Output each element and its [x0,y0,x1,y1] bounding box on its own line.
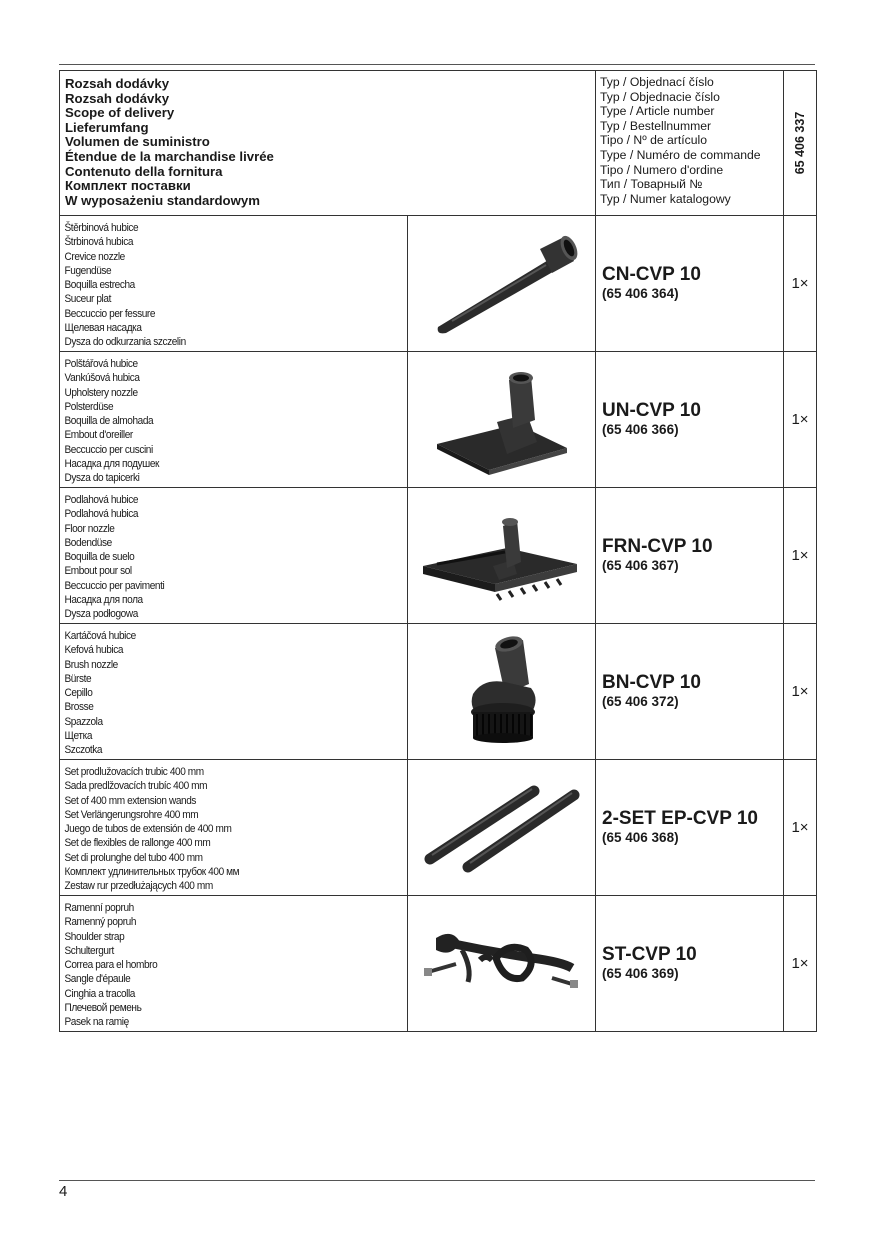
item-names-cell [60,760,408,896]
item-model: BN-CVP 10 [602,672,701,693]
crevice-nozzle-icon [422,229,582,339]
table-row [60,760,817,896]
table-row [60,624,817,760]
item-name: Sada predlžovacích trubíc 400 mm [64,780,208,793]
header-name: Étendue de la marchandise livrée [65,148,274,164]
item-name: Set di prolunghe del tubo 400 mm [64,851,203,864]
item-article-number: (65 406 368) [602,830,679,845]
item-name: Pasek na ramię [64,1016,129,1028]
item-name: Dysza podłogowa [64,608,138,620]
item-name: Beccuccio per pavimenti [64,579,165,592]
item-image-cell [408,760,596,896]
item-names-cell [60,352,408,488]
item-name: Polštářová hubice [64,358,138,370]
item-model: UN-CVP 10 [602,400,701,421]
item-model: FRN-CVP 10 [602,536,713,557]
item-name: Fugendüse [64,264,112,277]
item-name: Brush nozzle [64,658,118,671]
header-type: Tipo / Numero d'ordine [600,162,724,177]
item-name: Set de flexibles de rallonge 400 mm [64,837,211,850]
item-article-number: (65 406 364) [602,286,679,301]
item-image-cell [408,488,596,624]
header-type: Typ / Numer katalogowy [600,191,731,206]
item-name: Juego de tubos de extensión de 400 mm [64,823,232,835]
item-image-cell [408,352,596,488]
header-name: Contenuto della fornitura [65,163,223,179]
header-types-cell [596,71,784,216]
item-name: Embout d'oreiller [64,429,133,442]
item-name: Zestaw rur przedłużających 400 mm [64,880,213,892]
item-name: Bürste [64,672,92,685]
table-row [60,216,817,352]
item-quantity: 1× [784,896,817,1032]
item-name: Boquilla de suelo [64,551,135,563]
item-name: Set prodlužovacích trubic 400 mm [64,766,204,778]
item-name: Podlahová hubice [64,494,139,506]
item-name: Dysza do tapicerki [64,472,140,484]
header-type: Type / Article number [600,104,715,119]
item-quantity: 1× [784,624,817,760]
header-name: Комплект поставки [65,178,191,194]
extension-wands-icon [422,783,582,873]
item-name: Kefová hubica [64,644,124,657]
item-name: Vankúšová hubica [64,372,140,385]
item-name: Ramenný popruh [64,916,137,929]
header-article-number-cell [784,71,817,216]
item-code-cell [596,352,784,488]
item-name: Szczotka [64,744,103,756]
scope-of-delivery-table [59,70,817,1032]
table-row [60,488,817,624]
item-names-cell [60,896,408,1032]
item-image-cell [408,216,596,352]
item-name: Beccuccio per fessure [64,307,156,320]
header-name: Scope of delivery [65,105,175,121]
item-code-cell [596,896,784,1032]
header-type: Typ / Objednacie číslo [600,89,720,104]
item-names-cell [60,624,408,760]
item-quantity: 1× [784,216,817,352]
item-model: CN-CVP 10 [602,264,701,285]
item-code-cell [596,760,784,896]
header-type: Type / Numéro de commande [600,147,761,162]
item-name: Насадка для подушек [64,457,160,470]
item-model: 2-SET EP-CVP 10 [602,808,758,829]
item-name: Bodendüse [64,536,112,549]
item-article-number: (65 406 367) [602,558,679,573]
table-row [60,352,817,488]
page-number: 4 [59,1183,68,1200]
item-name: Štěrbinová hubice [64,222,139,234]
brush-nozzle-icon [447,632,557,752]
item-name: Set of 400 mm extension wands [64,794,197,807]
item-name: Комплект удлинительных трубок 400 мм [64,865,240,878]
shoulder-strap-icon [422,924,582,1004]
item-name: Ramenní popruh [64,902,134,914]
item-name: Sangle d'épaule [64,973,131,986]
header-name: W wyposażeniu standardowym [65,192,260,208]
item-name: Brosse [64,701,94,714]
table-header-row [60,71,817,216]
item-name: Crevice nozzle [64,250,125,263]
header-type: Тип / Товарный № [600,177,703,192]
item-name: Shoulder strap [64,930,125,943]
upholstery-nozzle-icon [427,362,577,477]
item-name: Floor nozzle [64,522,115,535]
item-code-cell [596,624,784,760]
item-name: Boquilla estrecha [64,279,135,291]
header-type: Typ / Objednací číslo [600,75,714,89]
item-name: Плечевой ремень [64,1001,142,1014]
item-name: Štrbinová hubica [64,236,134,249]
header-name: Rozsah dodávky [65,76,170,91]
item-names-cell [60,488,408,624]
item-name: Насадка для пола [64,593,143,606]
item-image-cell [408,624,596,760]
item-name: Beccuccio per cuscini [64,443,153,456]
item-name: Boquilla de almohada [64,415,154,427]
item-quantity: 1× [784,760,817,896]
item-name: Spazzola [64,715,103,728]
item-name: Podlahová hubica [64,508,139,521]
bottom-rule [59,1180,815,1181]
header-names-cell [60,71,596,216]
header-name: Volumen de suministro [65,134,210,150]
header-article-number: 65 406 337 [793,111,808,175]
item-article-number: (65 406 372) [602,694,679,709]
item-code-cell [596,216,784,352]
item-quantity: 1× [784,352,817,488]
item-name: Embout pour sol [64,565,132,578]
top-rule [59,64,815,65]
item-name: Kartáčová hubice [64,630,136,642]
item-name: Polsterdüse [64,400,114,413]
header-type: Tipo / Nº de artículo [600,133,707,148]
item-name: Dysza do odkurzania szczelin [64,336,186,348]
item-name: Set Verlängerungsrohre 400 mm [64,808,199,821]
item-name: Upholstery nozzle [64,386,138,399]
item-quantity: 1× [784,488,817,624]
item-name: Schultergurt [64,944,114,957]
item-name: Щетка [64,729,93,742]
item-model: ST-CVP 10 [602,944,697,965]
item-code-cell [596,488,784,624]
item-article-number: (65 406 369) [602,966,679,981]
item-name: Cepillo [64,687,93,699]
item-name: Щелевая насадка [64,321,142,334]
header-type: Typ / Bestellnummer [600,118,712,133]
floor-nozzle-icon [417,506,587,606]
item-name: Correa para el hombro [64,959,158,971]
header-name: Rozsah dodávky [65,90,170,106]
item-name: Suceur plat [64,293,111,306]
item-image-cell [408,896,596,1032]
header-name: Lieferumfang [65,119,149,135]
table-row [60,896,817,1032]
item-name: Cinghia a tracolla [64,987,136,1000]
item-names-cell [60,216,408,352]
item-article-number: (65 406 366) [602,422,679,437]
